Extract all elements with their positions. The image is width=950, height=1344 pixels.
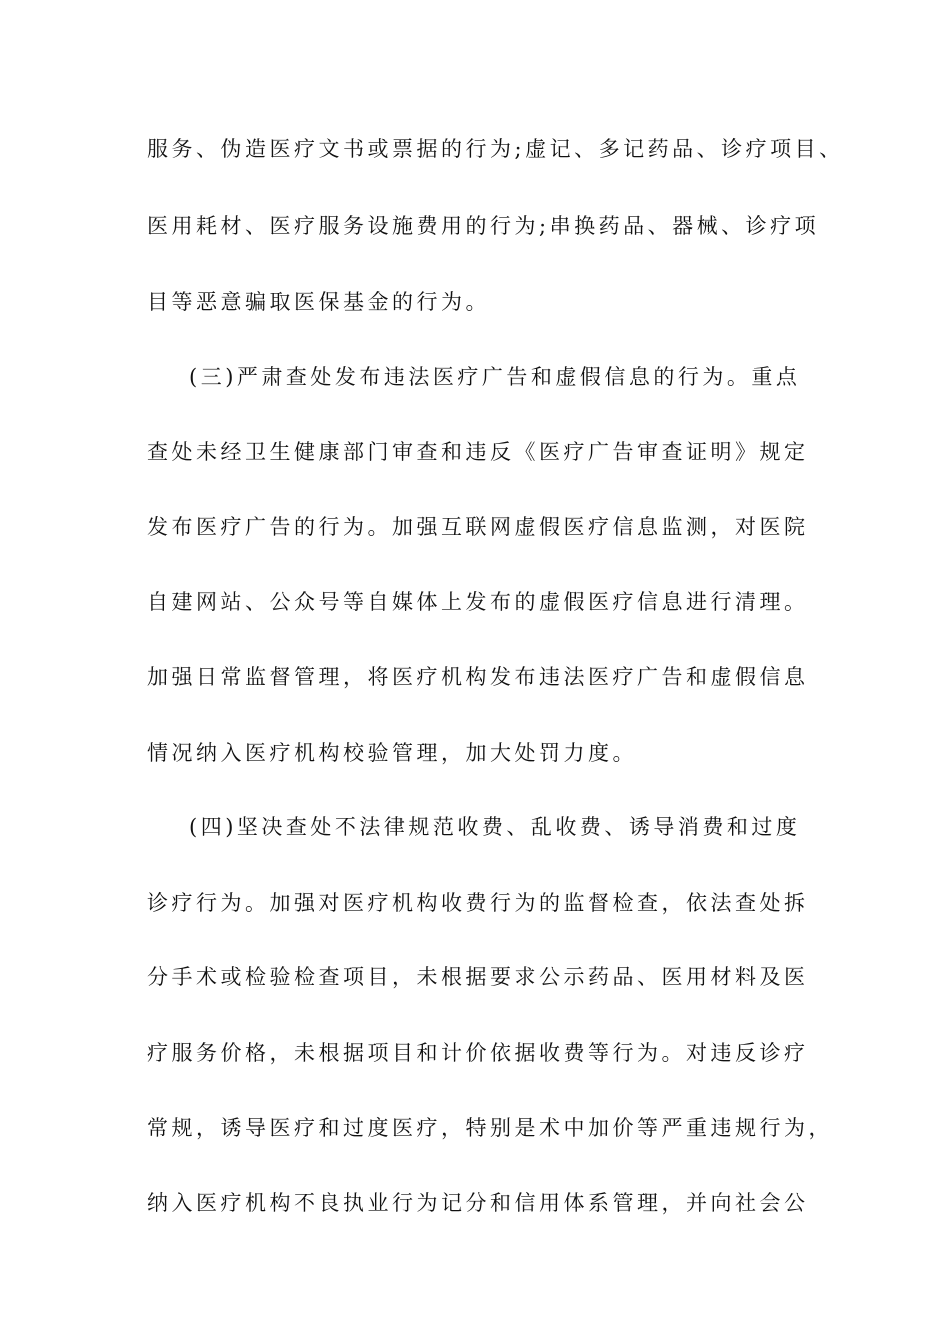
text-line: 服务、伪造医疗文书或票据的行为;虚记、多记药品、诊疗项目、 [147, 137, 844, 161]
text-line: 疗服务价格，未根据项目和计价依据收费等行为。对违反诊疗 [147, 1041, 809, 1065]
text-line: 加强日常监督管理，将医疗机构发布违法医疗广告和虚假信息 [147, 665, 809, 689]
text-line: 自建网站、公众号等自媒体上发布的虚假医疗信息进行清理。 [147, 590, 809, 614]
text-line: 情况纳入医疗机构校验管理，加大处罚力度。 [147, 741, 637, 765]
text-line: (三)严肃查处发布违法医疗广告和虚假信息的行为。重点 [189, 365, 801, 389]
text-line: 医用耗材、医疗服务设施费用的行为;串换药品、器械、诊疗项 [147, 214, 820, 238]
text-line: (四)坚决查处不法律规范收费、乱收费、诱导消费和过度 [189, 815, 801, 839]
text-line: 发布医疗广告的行为。加强互联网虚假医疗信息监测，对医院 [147, 515, 809, 539]
text-line: 纳入医疗机构不良执业行为记分和信用体系管理，并向社会公 [147, 1191, 809, 1215]
text-line: 目等恶意骗取医保基金的行为。 [147, 290, 490, 314]
text-line: 分手术或检验检查项目，未根据要求公示药品、医用材料及医 [147, 965, 809, 989]
text-line: 查处未经卫生健康部门审查和违反《医疗广告审查证明》规定 [147, 440, 809, 464]
text-line: 诊疗行为。加强对医疗机构收费行为的监督检查，依法查处拆 [147, 891, 809, 915]
text-line: 常规，诱导医疗和过度医疗，特别是术中加价等严重违规行为， [147, 1116, 833, 1140]
